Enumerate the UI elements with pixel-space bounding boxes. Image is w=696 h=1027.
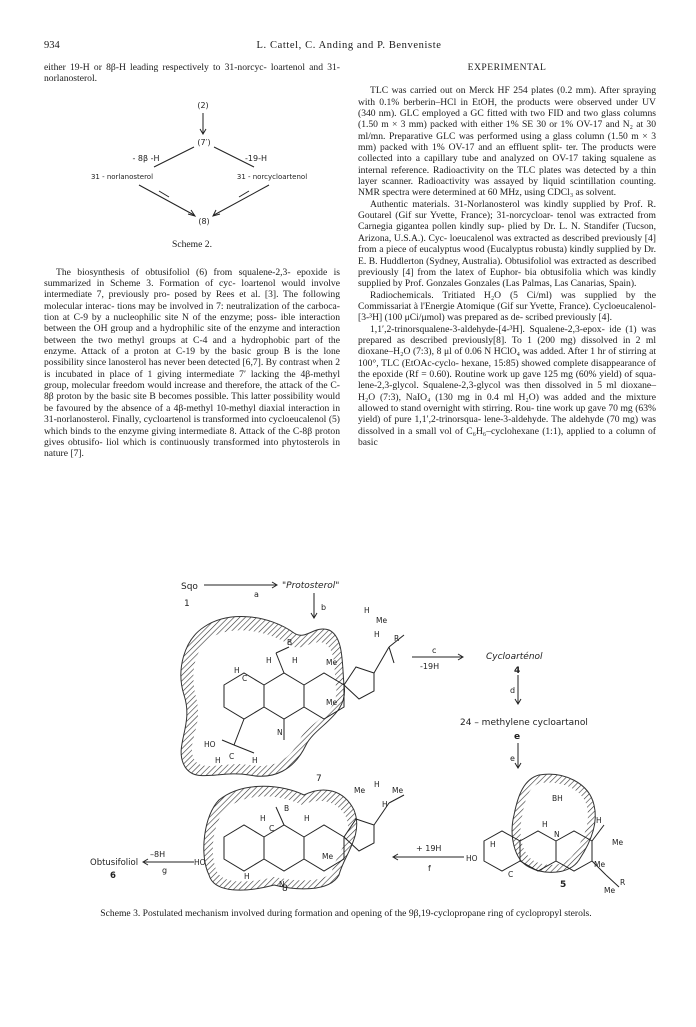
atom-h-8-top: H: [374, 780, 380, 789]
atom-me-8: Me: [354, 786, 366, 795]
experimental-paragraph-3: Radiochemicals. Tritiated H₂O (5 Ci/ml) was supplied by the Commissariat à l'Energie Atomique (Gif sur Yvette, France). Cycloeucalenol-[3-³H] (100 μCi/μmol) was prepared as de- scribed previously [4].: [358, 289, 656, 324]
atom-h-5-a: H: [542, 820, 548, 829]
experimental-paragraph-1: TLC was carried out on Merck HF 254 plates (0.2 mm). After spraying with 0.1% berberin–HCl in EtOH, the products were observed under UV (340 nm). GLC employed a GC fitted with two FID and two glass columns (1.50 m × 3 mm) packed with either 1% SE 30 or 1% OV-17 and N₂ at 30 ml/mn. Preparative GLC was performed using a glass column (1.50 m × 3 mm) packed with 1% OV-17 and an effluent split- ter. The products were collected into a capillary tube and analyzed on OV-17 taking squalene as internal reference. Radioactivity on the TLC plates was detected by a thin layer scanner. Radioactivity was assayed by liquid scintillation counting. NMR spectra were determined at 60 MHz, using CDCl₃ as solvent.: [358, 85, 656, 199]
enzyme-pocket-7: [181, 617, 345, 777]
atom-h-8-b: H: [304, 814, 310, 823]
atom-h-7-c: H: [234, 666, 240, 675]
label-step-g: g: [162, 866, 168, 875]
scheme2-label-8: (8): [198, 217, 210, 226]
scheme2-step-right: -19-H: [245, 154, 267, 163]
atom-me-5-b: Me: [594, 860, 606, 869]
biosynthesis-paragraph: The biosynthesis of obtusifoliol (6) from squalene-2,3- epoxide is summarized in Scheme 3. Formation of cyc- loartenol would involve intermediate 7, previously pro- posed by Rees et al. [3]. The following molecular interac- tions may be involved in 7: neutralization of the carboca- tion at C-9 by a nucleophilic site N of the enzyme; poss- ible interaction between the OH group and a hydrophilic site of the enzyme and interaction between the two methyl groups at C-4 and a hydrophobic part of the enzyme. Attack of a proton at C-19 by the basic group B is the lone possibility since lanosterol has never been detected [6,7]. By contrast when 2 is incubated in place of 1 giving intermediate 7′ lacking the 4β-methyl group, molecular freedom would increase and therefore, the attack of the C-8β proton by the basic site B becomes possible. This latter possibility would be favoured by the absence of a 4β-methyl 10-methyl diaxial interaction in 31-norlanosterol. Finally, cycloartenol is transformed into cycloeucalenol (5) which binds to the enzyme giving intermediate 8. Attack of the C-8β proton gives obtusifo- liol which is continuously transformed into phytosterols in nature [7].: [44, 266, 340, 460]
scheme2-label-2: (2): [197, 101, 209, 110]
atom-h-7-a: H: [266, 656, 272, 665]
right-column: [358, 62, 656, 448]
atom-me-7: Me: [326, 658, 338, 667]
label-minus-8h: –8H: [150, 850, 166, 859]
label-minus-19h: -19H: [420, 662, 440, 671]
scheme2-label-7prime: (7′): [197, 138, 211, 147]
atom-b-8: B: [284, 804, 290, 813]
atom-me-8-b: Me: [322, 852, 334, 861]
atom-ho-8: HO: [194, 858, 206, 867]
label-step-c: c: [432, 646, 437, 655]
atom-h-7-b: H: [292, 656, 298, 665]
scheme-3-caption: Scheme 3. Postulated mechanism involved during formation and opening of the 9β,19-cyclopropane ring of cyclopropyl sterols.: [100, 908, 592, 919]
experimental-paragraph-4: 1,1′,2-trinorsqualene-3-aldehyde-[4-³H]. Squalene-2,3-epox- ide (1) was prepared as described previously[8]. To 1 (200 mg) dissolved in 2 ml dioxane–H₂O (7:3), 8 μl of 0.06 N HClO₄ was added. After 1 hr of stirring at 100°, TLC (EtOAc-cyclo- hexane, 15:85) showed complete disappearance of the epoxide (Rf = 0.60). Routine work up gave 125 mg (60% yield) of squa- lene-2,3-glycol. Squalene-2,3-glycol was then dissolved in 5 ml dioxane–H₂O (7:3), NaIO₄ (130 mg in 0.4 ml H₂O) was added and the mixture allowed to stand overnight with stirring. Rou- tine work up gave 70 mg (63% yield) of pure 1,1′,2-trinorsqua- lene-3-aldehyde. The aldehyde (70 mg) was dissolved in a small vol of C₆H₆–cyclohexane (1:1), applied to a column of basic: [358, 323, 656, 448]
label-cycloartenol: Cycloarténol: [486, 652, 543, 662]
label-compound-4: 4: [514, 666, 521, 676]
scheme-2-diagram: [44, 95, 340, 255]
label-sqo: Sqo: [181, 582, 198, 592]
intro-text: either 19-H or 8β-H leading respectively to 31-norcyc- loartenol and 31-norlanosterol.: [44, 62, 340, 85]
atom-ho-7: HO: [204, 740, 216, 749]
atom-h-7-top: H: [364, 606, 370, 615]
scheme2-product-right: 31 - norcycloartenol: [236, 173, 308, 181]
label-methylene-cycloartanol: 24 – methylene cycloartanol: [460, 718, 588, 728]
running-authors: L. Cattel, C. Anding and P. Benveniste: [256, 40, 442, 51]
label-intermediate-8: 8: [282, 884, 288, 894]
atom-b-7: B: [287, 638, 293, 647]
label-plus-19h: + 19H: [416, 844, 442, 853]
scheme-3-diagram: [44, 575, 656, 895]
atom-n-5: N: [554, 830, 560, 839]
scheme-2: [44, 95, 340, 265]
atom-c-7-b: C: [229, 752, 235, 761]
label-compound-6: 6: [110, 871, 116, 881]
atom-h-7-d: H: [215, 756, 221, 765]
atom-bh-5: BH: [552, 794, 563, 803]
atom-ho-5: HO: [466, 854, 478, 863]
atom-r-7: R: [394, 634, 400, 643]
label-step-d: d: [510, 686, 516, 695]
page-number: 934: [44, 40, 60, 51]
atom-h-8-a: H: [260, 814, 266, 823]
label-step-f: f: [428, 864, 431, 873]
enzyme-pocket-5: [512, 774, 595, 872]
label-step-a: a: [254, 590, 259, 599]
atom-h-8-c: H: [244, 872, 250, 881]
atom-h-5-c: H: [490, 840, 496, 849]
label-step-b: b: [321, 603, 327, 612]
running-header: [44, 40, 654, 54]
atom-r-5: R: [620, 878, 626, 887]
atom-me-7-b: Me: [326, 698, 338, 707]
label-e-symbol: e: [514, 732, 521, 742]
label-protosterol: "Protosterol": [282, 581, 340, 591]
label-intermediate-7: 7: [316, 774, 322, 784]
label-compound-1: 1: [184, 599, 190, 609]
atom-me-5-a: Me: [612, 838, 624, 847]
scheme2-step-left: - 8β -H: [132, 154, 160, 163]
atom-me-8-side: Me: [392, 786, 404, 795]
atom-c-5: C: [508, 870, 514, 879]
atom-me-7-side: Me: [376, 616, 388, 625]
scheme2-product-left: 31 - norlanosterol: [90, 173, 154, 181]
label-compound-5: 5: [560, 880, 567, 890]
scheme2-arrows: [139, 113, 269, 216]
atom-h-7-side: H: [374, 630, 380, 639]
atom-n-8: N: [279, 880, 285, 889]
atom-me-5-c: Me: [604, 886, 616, 895]
enzyme-pocket-8: [204, 786, 357, 890]
atom-c-7: C: [242, 674, 248, 683]
atom-n-7: N: [277, 728, 283, 737]
atom-h-8-side: H: [382, 800, 388, 809]
atom-h-7-e: H: [252, 756, 258, 765]
experimental-paragraph-2: Authentic materials. 31-Norlanosterol was kindly supplied by Prof. R. Goutarel (Gif sur Yvette, France); 31-norcycloar- tenol was extracted from Carnegia gigantea pollen kindly sup- plied by Dr. L. N. Standifer (Tucson, Arizona, U.S.A.). Cyc- loeucalenol was extracted as described previously [4] from a piece of eucalyptus wood (Eucalyptus robusta) kindly supplied by Dr. E. B. Huddlerton (Sydney, Australia). Obtusifoliol was extracted as described previously [4] from the latex of Euphor- bia obtusifolia which was kindly supplied by Prof. Gonzales Gonzales (Las Palmas, Las Canarias, Spain).: [358, 198, 656, 290]
label-obtusifoliol: Obtusifoliol: [90, 858, 139, 868]
scheme-3: [44, 575, 656, 895]
scheme-2-caption: Scheme 2.: [172, 239, 212, 250]
label-step-e: e: [510, 754, 515, 763]
atom-c-8: C: [269, 824, 275, 833]
atom-h-5-b: H: [596, 816, 602, 825]
section-title-experimental: EXPERIMENTAL: [467, 62, 547, 73]
